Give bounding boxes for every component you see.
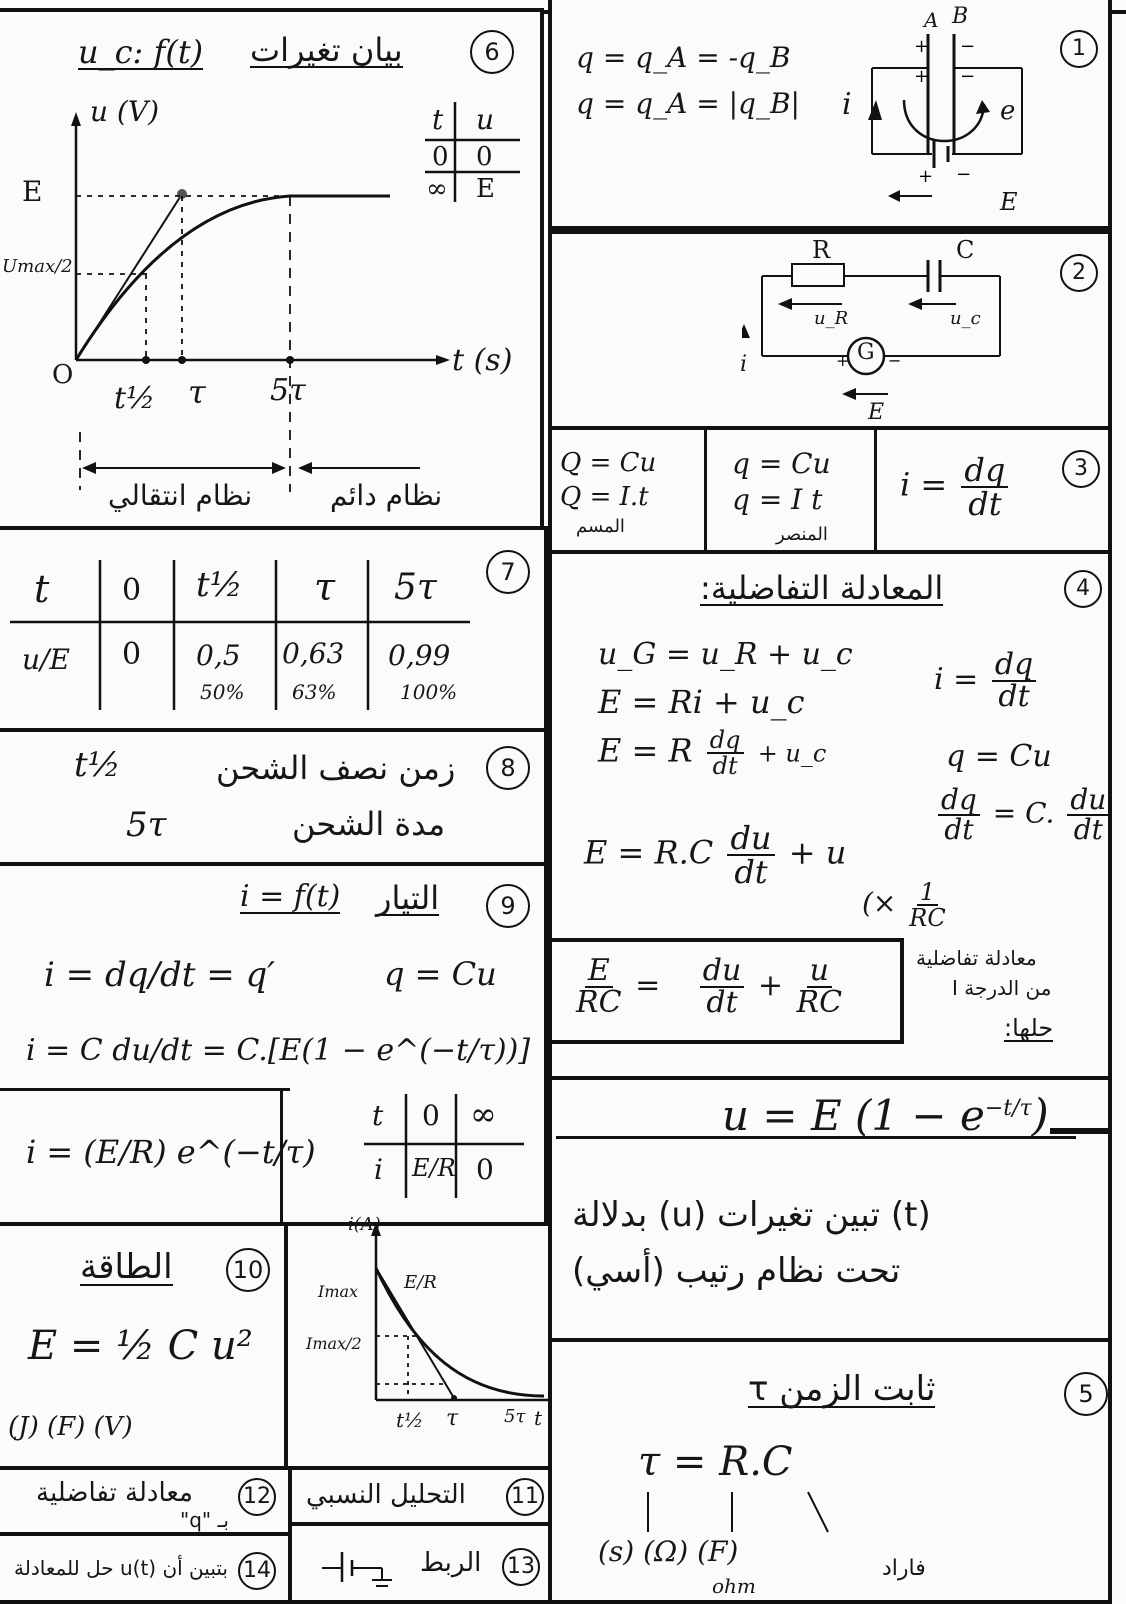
label-tau: τ (188, 373, 206, 411)
frac-num: du (1067, 786, 1109, 816)
equals: = (635, 968, 661, 1003)
section-graph-charging (0, 8, 544, 530)
svg-text:−: − (960, 66, 976, 87)
label-half-charge-time: زمن نصف الشحن (216, 749, 456, 787)
boxed-equation (548, 938, 904, 1044)
frac-num: du (700, 956, 745, 988)
table-header: ∞ (470, 1095, 497, 1133)
section-solution: u = E $(1 - e^{-t/\tau})$ (t) تبين تغيرات (u) بدلالة تحت نظام رتيب (أسي) (548, 1076, 1112, 1342)
rc-circuit-diagram (742, 234, 1072, 424)
equation-tail: + u_c (757, 739, 827, 768)
voltage-uR-label: u_R (814, 308, 849, 329)
ground-symbol-icon (312, 1538, 412, 1598)
graph-five-tau: 5τ (504, 1406, 526, 1427)
svg-text:+: + (836, 351, 850, 370)
charging-graph (0, 12, 548, 512)
section-title: المعادلة التفاضلية: (700, 569, 944, 607)
note-text: المسم (576, 516, 625, 537)
section-title: الطاقة (80, 1247, 173, 1287)
label-charge-duration: مدة الشحن (292, 805, 446, 843)
energy-units: (J) (F) (V) (8, 1412, 133, 1442)
section-title-formula: i = f(t) (240, 879, 341, 914)
section-dimensional-analysis (288, 1466, 552, 1526)
table-cell: E (476, 174, 495, 204)
section-number: 4 (1064, 570, 1102, 608)
table-header-u: u (476, 103, 495, 136)
section-number: 10 (226, 1248, 270, 1292)
formula-Q-Cu: Q = Cu (560, 448, 657, 478)
label-t-half: t½ (114, 381, 156, 416)
label-transient: نظام انتقالي (108, 479, 253, 512)
y-axis-label: u (V) (90, 95, 160, 128)
frac-den: RC (909, 904, 946, 932)
unit-farad: فاراد (882, 1556, 926, 1581)
unit-ohm: ohm (712, 1574, 756, 1598)
section-number: 2 (1060, 254, 1098, 292)
current-equation: i = C du/dt = C.[E(1 − e^(−t/τ))] (26, 1033, 531, 1068)
section-number: 3 (1062, 450, 1100, 488)
current-decay-graph (284, 1200, 564, 1440)
note-text: المنصر (776, 524, 828, 545)
table-header: t (34, 567, 50, 611)
multiply-note: (× (862, 886, 897, 920)
capacitor-circuit-diagram (832, 4, 1092, 224)
units-line: (s) (Ω) (F) (598, 1535, 739, 1568)
explanation-line: تحت نظام رتيب (أسي) (572, 1251, 901, 1291)
svg-text:+: + (914, 36, 930, 57)
energy-formula: E = ½ C u² (28, 1323, 253, 1369)
section-number: 12 (238, 1478, 276, 1516)
frac-den: dt (944, 813, 974, 846)
formula-dq: = C. (992, 796, 1055, 830)
section-number: 11 (506, 1478, 544, 1516)
formula-Q-It: Q = I.t (560, 482, 649, 512)
frac-den: RC (796, 985, 843, 1020)
svg-text:−: − (956, 164, 972, 185)
graph-er-label: E/R (404, 1272, 437, 1293)
frac-num: dq (938, 786, 980, 816)
graph-tau: τ (446, 1406, 459, 1431)
formula-q: q = Cu (946, 739, 1052, 774)
frac-den: dt (706, 985, 738, 1020)
section-number: 6 (470, 30, 514, 74)
section-number: 9 (486, 884, 530, 928)
x-axis-label: t (s) (452, 343, 513, 378)
frac-den: dt (1073, 813, 1103, 846)
section-number: 14 (238, 1552, 276, 1590)
voltage-uc-label: u_c (950, 308, 981, 329)
formula-i: i = (934, 662, 979, 697)
graph-half-label: Imax/2 (306, 1334, 362, 1353)
capacitor-label: C (956, 236, 975, 264)
formula-q-Cu: q = Cu (732, 447, 831, 480)
section-charges (548, 0, 1112, 230)
graph-t-axis: t (534, 1406, 543, 1430)
section-subtitle: بـ "q" (180, 1508, 229, 1532)
graph-y-label: i(A) (348, 1214, 381, 1235)
section-diff-eq-q (0, 1466, 292, 1536)
table-header: τ (314, 565, 336, 609)
frac-num: 1 (917, 880, 938, 906)
plate-A-label: A (924, 8, 939, 32)
table-cell: 0 (476, 142, 493, 172)
label-E: E (22, 175, 43, 208)
table-header: 0 (422, 1099, 440, 1132)
table-cell: 0,63 (282, 637, 345, 670)
table-grid (0, 530, 552, 730)
equation-line: u_G = u_R + u_c (598, 637, 853, 672)
charge-relation-2: q = q_A = |q_B| (576, 87, 800, 120)
table-cell: 0,99 (388, 639, 451, 672)
time-constant-formula: τ = R.C (638, 1439, 793, 1485)
section-number: 13 (502, 1548, 540, 1586)
electron-e-label: e (1000, 96, 1016, 126)
formula-denominator: dt (968, 485, 1002, 523)
graph-t-half: t½ (396, 1408, 424, 1432)
section-title: معادلة تفاضلية (36, 1478, 193, 1508)
section-title: بتبين أن u(t) حل للمعادلة (14, 1556, 228, 1580)
section-solution-proof (0, 1532, 292, 1604)
frac-num: dq (992, 650, 1036, 682)
equation-line: E = Ri + u_c (598, 683, 805, 721)
current-equation: i = (E/R) e^(−t/τ) (26, 1133, 316, 1171)
table-percent: 100% (400, 680, 458, 704)
table-cell: 0 (476, 1153, 494, 1186)
solution-exponent: −t/τ (984, 1096, 1032, 1121)
label-steady: نظام دائم (330, 479, 443, 512)
frac-den: dt (712, 752, 738, 780)
table-header: 5τ (394, 567, 437, 608)
table-header: t (372, 1099, 384, 1132)
explanation-line: (t) تبين تغيرات (u) بدلالة (572, 1195, 931, 1235)
table-percent: 50% (200, 680, 245, 704)
section-time-constant (548, 1338, 1112, 1604)
section-title: التيار (376, 879, 440, 917)
section-number: 1 (1060, 30, 1098, 68)
section-title-formula: u_c: f(t) (78, 33, 204, 71)
value-charge-duration: 5τ (126, 805, 167, 845)
table-header: t½ (196, 565, 243, 605)
table-cell: E/R (412, 1154, 456, 1182)
table-cell: 0 (432, 142, 449, 172)
table-cell: 0,5 (196, 639, 241, 672)
table-cell: 0 (122, 637, 142, 672)
formula-numerator: dq (961, 454, 1008, 488)
plus: + (757, 968, 783, 1003)
source-E-label: E (1000, 188, 1018, 216)
note-text: معادلة تفاضلية (916, 946, 1037, 970)
label-origin: O (52, 360, 74, 390)
svg-text:+: + (914, 66, 930, 87)
table-header: 0 (122, 573, 142, 608)
equation-line: E = R.C (584, 833, 714, 872)
frac-num: u (807, 956, 832, 988)
section-number: 7 (486, 550, 530, 594)
section-number: 8 (486, 746, 530, 790)
resistor-label: R (812, 236, 831, 264)
section-number: 5 (1064, 1372, 1108, 1416)
formula-i-lhs: i = (900, 465, 948, 504)
svg-text:−: − (888, 351, 902, 370)
solution-title: حلها: (1004, 1014, 1054, 1042)
frac-den: dt (998, 679, 1030, 714)
svg-text:−: − (960, 36, 976, 57)
source-E-label: E (868, 400, 885, 425)
charge-relation-1: q = q_A = -q_B (576, 41, 791, 74)
label-umax-half: Umax/2 (2, 256, 73, 277)
section-title: ثابت الزمن τ (748, 1369, 936, 1409)
equation-tail: + u (788, 833, 847, 872)
frac-num: dq (707, 728, 744, 754)
section-values-table (0, 526, 548, 732)
table-cell: ∞ (426, 174, 448, 204)
section-rc-circuit (548, 230, 1112, 430)
current-label: i (740, 352, 748, 377)
svg-text:+: + (918, 166, 934, 187)
value-half-charge-time: t½ (74, 745, 121, 785)
plate-B-label: B (952, 4, 969, 29)
current-equation: i = dq/dt = q′ (44, 955, 275, 995)
table-header-t: t (432, 103, 444, 136)
formula-q-It: q = I t (732, 483, 823, 516)
table-cell: i (374, 1153, 383, 1186)
note-text: من الدرجة I (952, 976, 1052, 1000)
solution-formula: u = E (1 − e (722, 1091, 985, 1140)
label-five-tau: 5τ (270, 373, 306, 408)
frac-den: RC (576, 985, 622, 1020)
current-i-label: i (842, 87, 852, 122)
section-title: بيان تغيرات (250, 31, 403, 69)
section-title: التحليل النسبي (306, 1480, 466, 1510)
section-charge-times (0, 728, 548, 866)
section-current (0, 862, 548, 1226)
current-equation: q = Cu (384, 955, 497, 993)
graph-imax-label: Imax (318, 1282, 359, 1301)
frac-num: E (585, 956, 613, 988)
frac-num: du (727, 822, 774, 856)
equation-line: E = R (598, 731, 693, 770)
section-title: الربط (420, 1548, 482, 1578)
section-charge-formulas (548, 426, 1112, 554)
section-differential-equation (548, 550, 1112, 1080)
frac-den: dt (734, 853, 768, 891)
row-label: u/E (22, 643, 70, 676)
generator-label: G (857, 340, 875, 365)
section-energy (0, 1222, 288, 1470)
section-connection (288, 1522, 552, 1604)
table-percent: 63% (292, 680, 337, 704)
